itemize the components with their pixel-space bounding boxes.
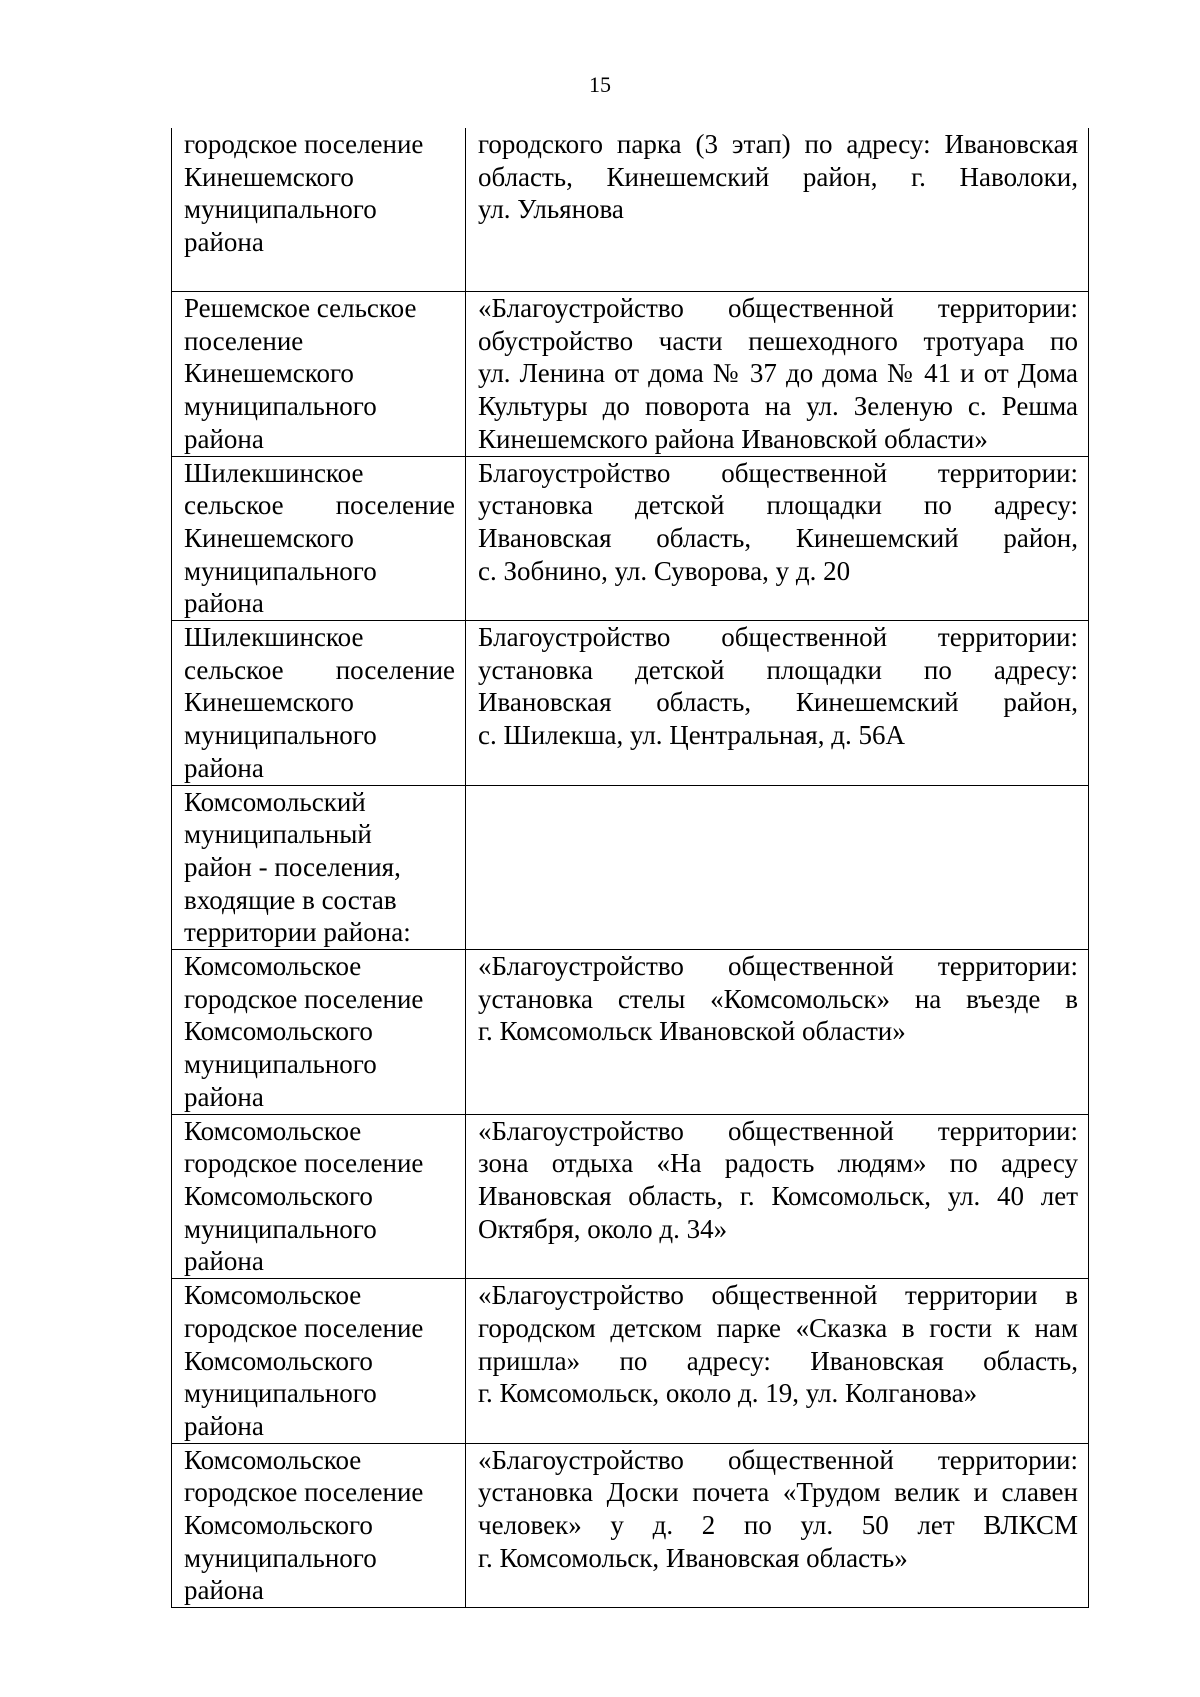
settlement-line: территории района: (184, 917, 411, 948)
project-line: Кинешемского района Ивановской области» (478, 423, 988, 454)
settlement-line: муниципального (184, 1213, 377, 1244)
settlement-line: муниципального (184, 1049, 377, 1080)
settlement-line: Комсомольское (184, 1280, 362, 1311)
project-line: Культуры до поворота на ул. Зеленую с. Решма (478, 391, 1078, 422)
settlement-line: Решемское сельское (184, 293, 417, 323)
project-line: г. Комсомольск Ивановской области» (478, 1016, 906, 1047)
project-line: зона отдыха «На радость людям» по адресу (478, 1148, 1078, 1179)
project-cell (466, 1279, 1089, 1444)
project-line: Октября, около д. 34» (478, 1213, 728, 1244)
settlement-line: района (184, 588, 264, 619)
settlement-line: Кинешемского (184, 522, 354, 553)
settlement-line: Кинешемского (184, 161, 354, 192)
settlement-line: Шилекшинское (184, 622, 364, 653)
project-cell (466, 456, 1089, 621)
settlement-line: Комсомольского (184, 1345, 373, 1376)
project-line: «Благоустройство общественной территории в (478, 1280, 1078, 1311)
settlement-cell (172, 1443, 466, 1608)
table-row (172, 1443, 1089, 1608)
settlement-line: Кинешемского (184, 358, 354, 389)
settlement-line: района (184, 1575, 264, 1606)
project-line: ул. Ленина от дома № 37 до дома № 41 и от Дома (478, 358, 1078, 389)
project-cell (466, 621, 1089, 786)
project-line: установка детской площадки по адресу: (478, 654, 1078, 685)
table-row (172, 785, 1089, 950)
page-number: 15 (589, 72, 611, 97)
table-row (172, 950, 1089, 1115)
project-line: установка стелы «Комсомольск» на въезде в (478, 983, 1078, 1014)
table-row (172, 621, 1089, 786)
project-line: «Благоустройство общественной территории: (478, 951, 1078, 982)
settlement-cell (172, 1114, 466, 1279)
settlement-cell (172, 621, 466, 786)
table-row (172, 292, 1089, 457)
settlement-line: сельское поселение (184, 490, 455, 521)
settlement-line: Комсомольского (184, 1180, 373, 1211)
settlement-line: муниципального (184, 1542, 377, 1573)
settlement-line: поселение (184, 325, 304, 356)
settlement-line: район - поселения, (184, 851, 401, 882)
settlement-line: муниципального (184, 194, 377, 225)
settlement-line: муниципального (184, 720, 377, 751)
project-cell (466, 1443, 1089, 1608)
project-line: Ивановская область, Кинешемский район, (478, 522, 1078, 553)
settlement-line: Комсомольское (184, 1115, 362, 1146)
territory-table (171, 128, 1089, 1608)
settlement-line: района (184, 1081, 264, 1112)
project-line: пришла» по адресу: Ивановская область, (478, 1345, 1078, 1376)
project-line: ул. Ульянова (478, 194, 624, 225)
settlement-line: Шилекшинское (184, 457, 364, 488)
settlement-line: района (184, 1246, 264, 1277)
project-line: «Благоустройство общественной территории: (478, 293, 1078, 323)
settlement-cell (172, 950, 466, 1115)
settlement-line: Комсомольское (184, 1444, 362, 1475)
settlement-line: Комсомольское (184, 951, 362, 982)
settlement-line: муниципального (184, 1378, 377, 1409)
project-line: «Благоустройство общественной территории: (478, 1444, 1078, 1475)
settlement-line: Комсомольский (184, 786, 366, 817)
settlement-cell (172, 456, 466, 621)
settlement-cell (172, 1279, 466, 1444)
project-cell (466, 1114, 1089, 1279)
settlement-line: городское поселение (184, 1148, 424, 1179)
settlement-cell (172, 292, 466, 457)
project-line: человек» у д. 2 по ул. 50 лет ВЛКСМ (478, 1510, 1078, 1541)
settlement-line: городское поселение (184, 1312, 424, 1343)
project-line: установка детской площадки по адресу: (478, 490, 1078, 521)
project-line: городского парка (3 этап) по адресу: Ивановская (478, 129, 1078, 159)
settlement-line: района (184, 227, 264, 258)
project-line: Ивановская область, г. Комсомольск, ул. 40 лет (478, 1180, 1078, 1211)
table-body (172, 128, 1089, 1608)
project-line: Ивановская область, Кинешемский район, (478, 687, 1078, 718)
table-row (172, 128, 1089, 292)
project-line: городском детском парке «Сказка в гости к нам (478, 1312, 1078, 1343)
project-line: с. Шилекша, ул. Центральная, д. 56А (478, 720, 905, 751)
settlement-line: Комсомольского (184, 1510, 373, 1541)
project-line: Благоустройство общественной территории: (478, 457, 1078, 488)
settlement-line: сельское поселение (184, 654, 455, 685)
project-line: область, Кинешемский район, г. Наволоки, (478, 161, 1078, 192)
project-cell (466, 950, 1089, 1115)
settlement-line: района (184, 1410, 264, 1441)
project-cell (466, 292, 1089, 457)
project-line: обустройство части пешеходного тротуара по (478, 325, 1078, 356)
settlement-line: муниципальный (184, 819, 372, 850)
settlement-line: района (184, 752, 264, 783)
settlement-cell (172, 785, 466, 950)
project-line: Благоустройство общественной территории: (478, 622, 1078, 653)
project-line: установка Доски почета «Трудом велик и славен (478, 1477, 1078, 1508)
table-row (172, 456, 1089, 621)
table-row (172, 1114, 1089, 1279)
project-line: г. Комсомольск, Ивановская область» (478, 1542, 908, 1573)
settlement-cell (172, 128, 466, 292)
settlement-line: городское поселение (184, 983, 424, 1014)
project-line: с. Зобнино, ул. Суворова, у д. 20 (478, 555, 851, 586)
settlement-line: городское поселение (184, 129, 424, 159)
settlement-line: Кинешемского (184, 687, 354, 718)
project-cell (466, 128, 1089, 292)
settlement-line: Комсомольского (184, 1016, 373, 1047)
project-line: г. Комсомольск, около д. 19, ул. Колганова» (478, 1378, 978, 1409)
settlement-line: городское поселение (184, 1477, 424, 1508)
settlement-line: муниципального (184, 391, 377, 422)
project-line: «Благоустройство общественной территории: (478, 1115, 1078, 1146)
settlement-line: входящие в состав (184, 884, 397, 915)
table-row (172, 1279, 1089, 1444)
settlement-line: муниципального (184, 555, 377, 586)
settlement-line: района (184, 423, 264, 454)
project-cell (466, 785, 1089, 950)
